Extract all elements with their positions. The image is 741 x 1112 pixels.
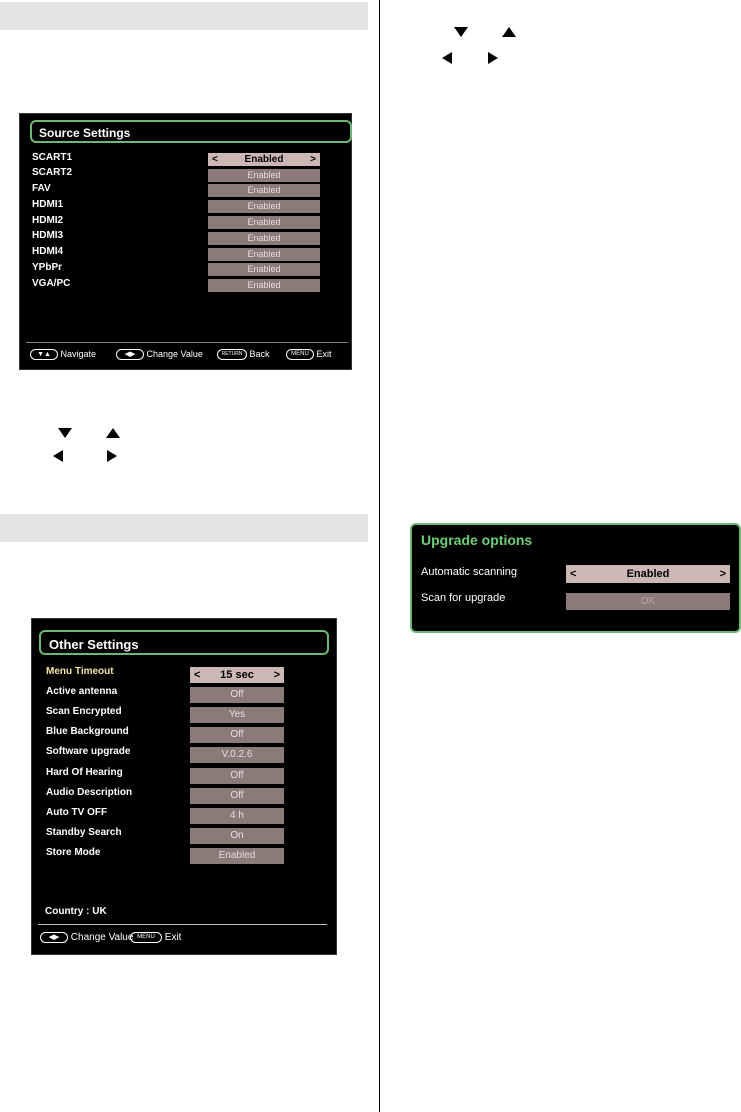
source-value[interactable]: Enabled [208,248,320,261]
exit-hint [130,932,181,943]
other-value[interactable]: V.0.2.6 [190,747,284,763]
source-value[interactable]: Enabled [208,232,320,245]
other-row-label: Active antenna [46,686,118,697]
other-settings-title: Other Settings [39,630,329,655]
source-value[interactable]: Enabled [208,263,320,276]
return-key-icon: RETURN [217,349,247,360]
source-value-text: Enabled [244,154,284,165]
chevron-right-icon[interactable]: > [719,568,726,580]
section-header-bar-2 [0,514,368,542]
menu-timeout-value[interactable] [190,667,284,683]
back-label: Back [249,349,270,359]
source-settings-title: Source Settings [30,120,352,143]
other-row-label: Standby Search [46,827,122,838]
source-value[interactable]: Enabled [208,169,320,182]
left-right-keys-icon: ◀▶ [40,932,68,943]
menu-key-icon: MENU [286,349,314,360]
other-settings-screen [31,618,337,955]
upgrade-row-label: Automatic scanning [421,566,517,578]
change-value-label: Change Value [146,349,203,359]
source-value[interactable]: Enabled [208,184,320,197]
chevron-left-icon[interactable]: < [570,568,577,580]
automatic-scanning-value[interactable] [566,565,730,583]
footer-divider [26,342,348,343]
source-scart1-value[interactable] [208,153,320,166]
chevron-right-icon[interactable]: > [310,154,316,165]
navigate-label: Navigate [60,349,97,359]
other-value[interactable]: Off [190,727,284,743]
menu-key-icon: MENU [130,932,162,943]
exit-label: Exit [316,349,332,359]
arrow-right-icon [488,52,498,64]
other-value-text: 15 sec [220,669,254,681]
down-up-keys-icon: ▼▲ [30,349,58,360]
change-value-hint [40,932,133,943]
source-row-label: SCART2 [32,167,73,178]
other-row-label: Scan Encrypted [46,706,122,717]
other-value[interactable]: Enabled [190,848,284,864]
arrow-left-icon [442,52,452,64]
arrow-up-icon [502,27,516,37]
chevron-left-icon[interactable]: < [194,669,201,681]
upgrade-options-title: Upgrade options [421,532,533,548]
scan-for-upgrade-button[interactable]: OK [566,593,730,610]
upgrade-row-label: Scan for upgrade [421,592,506,604]
upgrade-options-screen [410,523,741,633]
source-value[interactable]: Enabled [208,200,320,213]
back-hint [217,349,270,360]
exit-label: Exit [164,932,182,944]
other-row-label: Blue Background [46,726,129,737]
source-row-label: HDMI2 [32,215,64,226]
column-divider [379,0,380,1112]
other-row-label: Hard Of Hearing [46,767,123,778]
change-value-hint [116,349,203,360]
other-row-label: Software upgrade [46,746,131,757]
source-row-label: SCART1 [32,152,73,163]
source-settings-screen [19,113,352,370]
arrow-down-icon [58,428,72,438]
other-value[interactable]: Off [190,687,284,703]
exit-hint [286,349,332,360]
left-right-keys-icon: ◀▶ [116,349,144,360]
other-row-label: Menu Timeout [46,666,114,677]
source-row-label: HDMI1 [32,199,64,210]
arrow-right-icon [107,450,117,462]
arrow-left-icon [53,450,63,462]
source-row-label: HDMI3 [32,230,64,241]
other-value[interactable]: 4 h [190,808,284,824]
other-value[interactable]: Off [190,768,284,784]
other-row-label: Audio Description [46,787,133,798]
source-row-label: VGA/PC [32,278,71,289]
source-value[interactable]: Enabled [208,279,320,292]
country-label: Country : UK [45,906,107,917]
other-value[interactable]: On [190,828,284,844]
navigate-hint [30,349,96,360]
arrow-up-icon [106,428,120,438]
source-row-label: HDMI4 [32,246,64,257]
source-row-label: YPbPr [32,262,63,273]
change-value-label: Change Value [70,932,134,944]
other-value[interactable]: Off [190,788,284,804]
section-header-bar-1 [0,2,368,30]
other-row-label: Store Mode [46,847,101,858]
arrow-down-icon [454,27,468,37]
source-row-label: FAV [32,183,51,194]
upgrade-value-text: Enabled [626,568,670,580]
chevron-right-icon[interactable]: > [273,669,280,681]
source-value[interactable]: Enabled [208,216,320,229]
other-value[interactable]: Yes [190,707,284,723]
footer-divider [38,924,327,925]
other-row-label: Auto TV OFF [46,807,108,818]
chevron-left-icon[interactable]: < [212,154,218,165]
